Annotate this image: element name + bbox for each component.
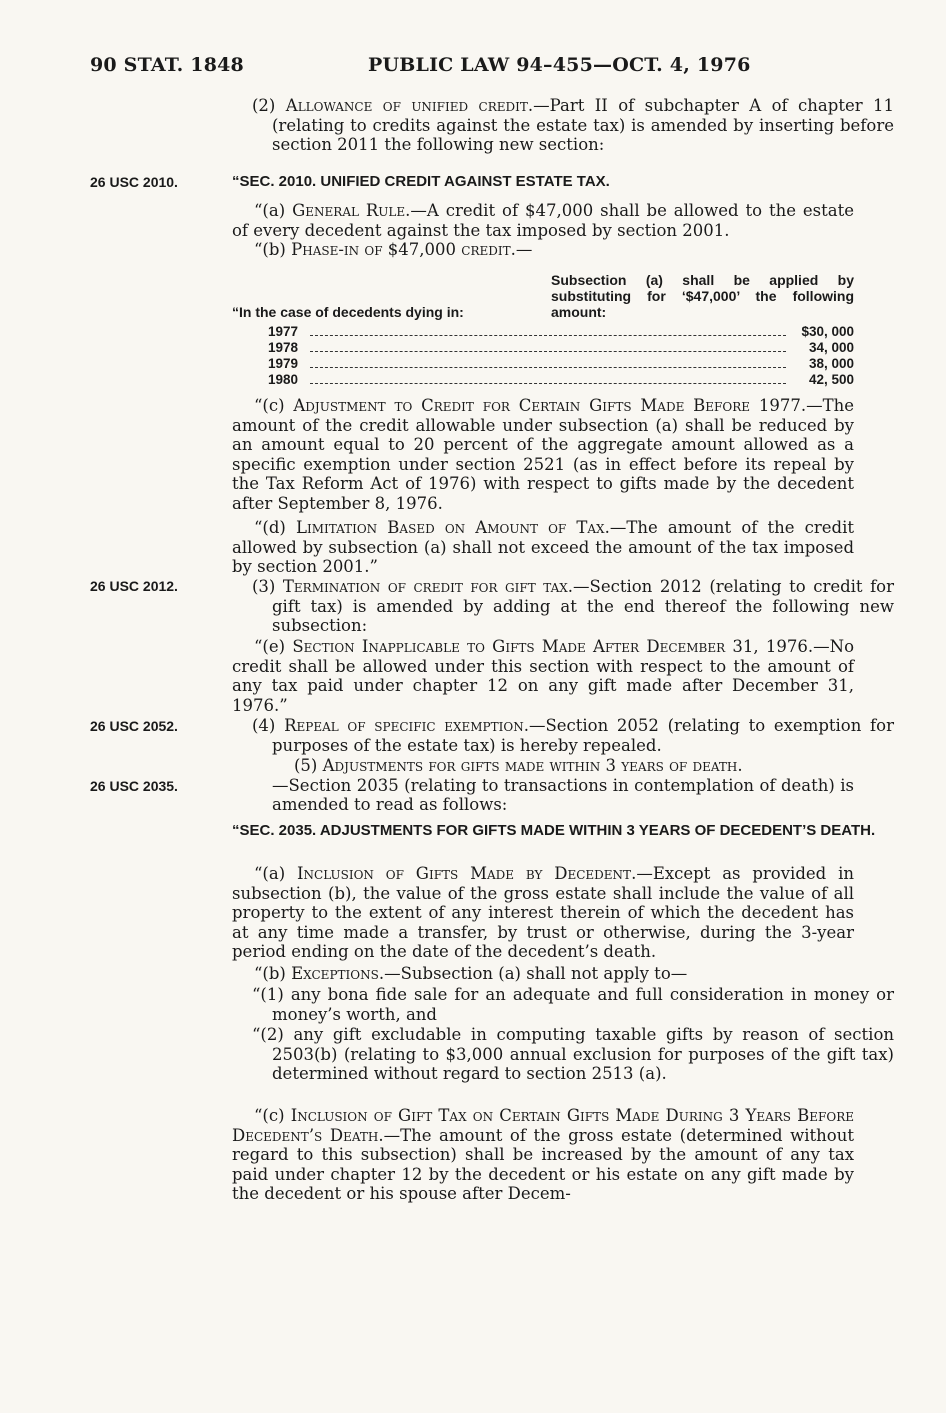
subsection-title: Exceptions.	[291, 964, 385, 983]
paragraph-4	[232, 716, 894, 755]
leader-dots	[310, 351, 786, 352]
subsection-text: —	[515, 240, 533, 259]
subsection-text: —The amount of the credit allowed by subsection (a) shall not exceed the amount of the tax imposed by section 2001.”	[232, 518, 855, 576]
subsection-2035-c	[232, 1106, 854, 1204]
paragraph-5-body: —Section 2035 (relating to transactions in contemplation of death) is amended to read as follows:	[272, 775, 854, 814]
table-row-heading: “In the case of decedents dying in:	[232, 304, 464, 320]
section-2035-heading: “SEC. 2035. ADJUSTMENTS FOR GIFTS MADE WITHIN 3 YEARS OF DECEDENT’S DEATH.	[232, 822, 876, 839]
leader-dots	[310, 335, 786, 336]
table-column-heading: Subsection (a) shall be applied by substituting for ‘$47,000’ the following amount:	[551, 272, 854, 320]
table-year: 1978	[268, 340, 299, 355]
table-amount: 34, 000	[808, 340, 854, 355]
subsection-2035-b	[232, 964, 854, 984]
table-amount: 38, 000	[808, 356, 854, 371]
paragraph-5	[232, 756, 854, 815]
subsection-a	[232, 201, 854, 240]
paragraph-number: (2)	[252, 96, 286, 115]
table-row	[268, 372, 854, 388]
leader-dots	[310, 383, 786, 384]
subsection-label: “(b)	[254, 964, 292, 983]
subsection-text: —A credit of $47,000 shall be allowed to the estate of every decedent against the tax imposed by section 2001.	[232, 201, 855, 240]
paragraph-title: Allowance of unified credit.	[285, 96, 534, 115]
table-row	[268, 340, 854, 356]
margin-note-2010: 26 USC 2010.	[90, 174, 178, 190]
paragraph-number: (4)	[252, 716, 285, 735]
subsection-title: Inclusion of Gifts Made by Decedent.	[297, 864, 637, 883]
subsection-label: “(b)	[254, 240, 292, 259]
subsection-label: “(a)	[254, 201, 293, 220]
subsection-label: “(e)	[254, 637, 293, 656]
subsection-text: —The amount of the gross estate (determined without regard to this subsection) shall be increased by the amount of any tax paid under chapter 12 by the decedent or his estate on any gift made by the decedent or his spouse after Decem-	[232, 1125, 854, 1203]
paragraph-3	[232, 577, 894, 636]
subsection-c	[232, 396, 854, 513]
subsection-label: “(a)	[254, 864, 297, 883]
paragraph-title: Termination of credit for gift tax.	[282, 577, 574, 596]
subsection-text: —No credit shall be allowed under this section with respect to the amount of any tax paid under chapter 12 on any gift made after December 31, 1976.”	[232, 637, 855, 715]
margin-note-2035: 26 USC 2035.	[90, 778, 178, 794]
paragraph-title: Adjustments for gifts made within 3 years of death.	[322, 756, 743, 775]
subsection-title: Section Inapplicable to Gifts Made After December 31, 1976.	[292, 637, 814, 656]
table-amount: 42, 500	[808, 372, 854, 387]
margin-note-2052: 26 USC 2052.	[90, 718, 178, 734]
paragraph-2	[232, 96, 894, 155]
exception-1: “(1) any bona fide sale for an adequate and full consideration in money or money’s worth, and	[252, 985, 894, 1024]
paragraph-text: —Section 2052 (relating to exemption for purposes of the estate tax) is hereby repealed.	[272, 716, 894, 755]
subsection-label: “(c)	[254, 1106, 291, 1125]
table-row	[268, 356, 854, 372]
paragraph-5-heading-line	[232, 756, 854, 776]
subsection-e	[232, 637, 854, 715]
page-reference: 90 STAT. 1848	[90, 54, 244, 76]
table-year: 1979	[268, 356, 299, 371]
subsection-label: “(d)	[254, 518, 297, 537]
subsection-text: —Subsection (a) shall not apply to—	[384, 964, 688, 983]
subsection-d	[232, 518, 854, 577]
subsection-title: Limitation Based on Amount of Tax.	[296, 518, 610, 537]
paragraph-text: —Part II of subchapter A of chapter 11 (relating to credits against the estate tax) is amended by inserting before section 2011 the following new section:	[272, 96, 895, 154]
table-year: 1980	[268, 372, 299, 387]
subsection-text: —The amount of the credit allowable under subsection (a) shall be reduced by an amount equal to 20 percent of the aggregate amount allowed as a specific exemption under section 2521 (as in effect before its repeal by the Tax Reform Act of 1976) with respect to gifts made by the decedent after September 8, 1976.	[232, 396, 854, 513]
paragraph-number: (3)	[252, 577, 283, 596]
subsection-title: General Rule.	[292, 201, 411, 220]
paragraph-number: (5)	[294, 756, 323, 775]
subsection-text: —Except as provided in subsection (b), the value of the gross estate shall include the value of all property to the extent of any interest therein of which the decedent has at any time made a transfer, by trust or otherwise, during the 3-year period ending on the date of the decedent’s death.	[232, 864, 854, 961]
subsection-title: Inclusion of Gift Tax on Certain Gifts Made During 3 Years Before Decedent’s Death.	[232, 1106, 854, 1145]
page-title: PUBLIC LAW 94–455—OCT. 4, 1976	[368, 54, 751, 76]
table-amount: $30, 000	[801, 324, 854, 339]
subsection-title: Phase-in of $47,000 credit.	[291, 240, 516, 259]
subsection-b	[232, 240, 854, 260]
section-2010-heading: “SEC. 2010. UNIFIED CREDIT AGAINST ESTATE TAX.	[232, 173, 610, 190]
table-year: 1977	[268, 324, 299, 339]
subsection-label: “(c)	[254, 396, 294, 415]
table-row	[268, 324, 854, 340]
subsection-2035-a	[232, 864, 854, 962]
margin-note-2012: 26 USC 2012.	[90, 578, 178, 594]
paragraph-title: Repeal of specific exemption.	[284, 716, 529, 735]
exception-2: “(2) any gift excludable in computing taxable gifts by reason of section 2503(b) (relating to $3,000 annual exclusion for purposes of the gift tax) determined without regard to section 2513 (a).	[252, 1025, 894, 1083]
subsection-title: Adjustment to Credit for Certain Gifts Made Before 1977.	[293, 396, 807, 415]
paragraph-text: —Section 2012 (relating to credit for gift tax) is amended by adding at the end thereof the following new subsection:	[272, 577, 895, 635]
leader-dots	[310, 367, 786, 368]
